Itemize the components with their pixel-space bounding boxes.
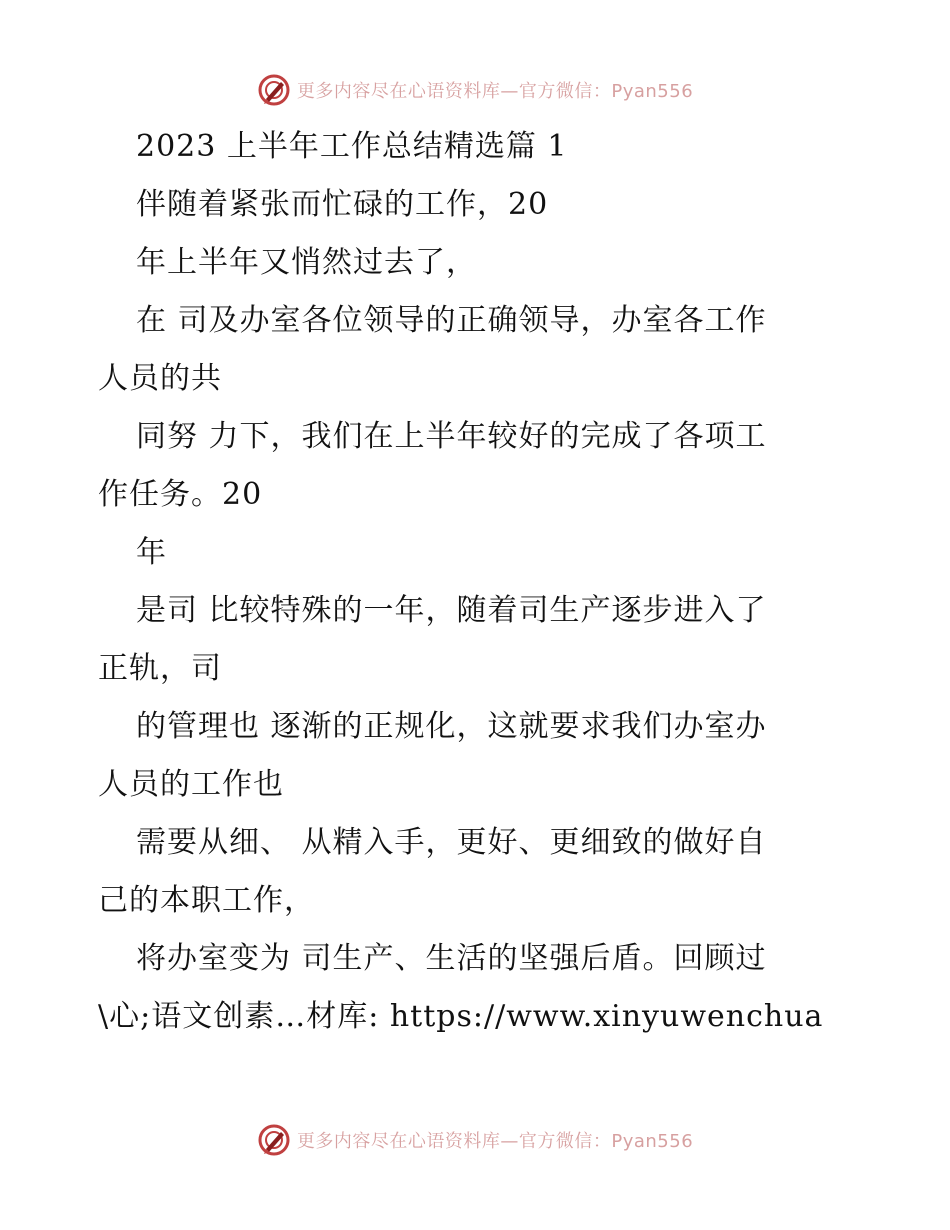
document-body [98, 118, 838, 1046]
text-line: 的管理也 逐渐的正规化，这就要求我们办室办 [136, 709, 767, 744]
text-line: 人员的共 [98, 361, 222, 396]
text-line: 将办室变为 司生产、生活的坚强后盾。回顾过 [136, 941, 767, 976]
pen-logo-icon [257, 73, 291, 107]
text-line: 作任务。20 [98, 477, 263, 512]
text-line: 同努 力下，我们在上半年较好的完成了各项工 [136, 419, 767, 454]
watermark-header [0, 70, 950, 110]
text-line: 年 [136, 535, 167, 570]
text-line: 正轨，司 [98, 651, 222, 686]
text-line: 年上半年又悄然过去了， [136, 245, 477, 280]
text-line: 伴随着紧张而忙碌的工作，20 [136, 187, 549, 222]
watermark-text: 更多内容尽在心语资料库—官方微信：Pyan556 [296, 81, 694, 102]
text-line: 是司 比较特殊的一年，随着司生产逐步进入了 [136, 593, 767, 628]
text-line: 需要从细、 从精入手，更好、更细致的做好自 [136, 825, 767, 860]
watermark-footer [0, 1120, 950, 1160]
text-line: 人员的工作也 [98, 767, 284, 802]
pen-logo-icon [257, 1123, 291, 1157]
text-line: 己的本职工作， [98, 883, 315, 918]
watermark-text: 更多内容尽在心语资料库—官方微信：Pyan556 [296, 1131, 694, 1152]
text-line: \心;语文创素…材库: https://www.xinyuwenchua [98, 999, 824, 1034]
text-line: 2023 上半年工作总结精选篇 1 [136, 129, 568, 164]
text-line: 在 司及办室各位领导的正确领导，办室各工作 [136, 303, 767, 338]
